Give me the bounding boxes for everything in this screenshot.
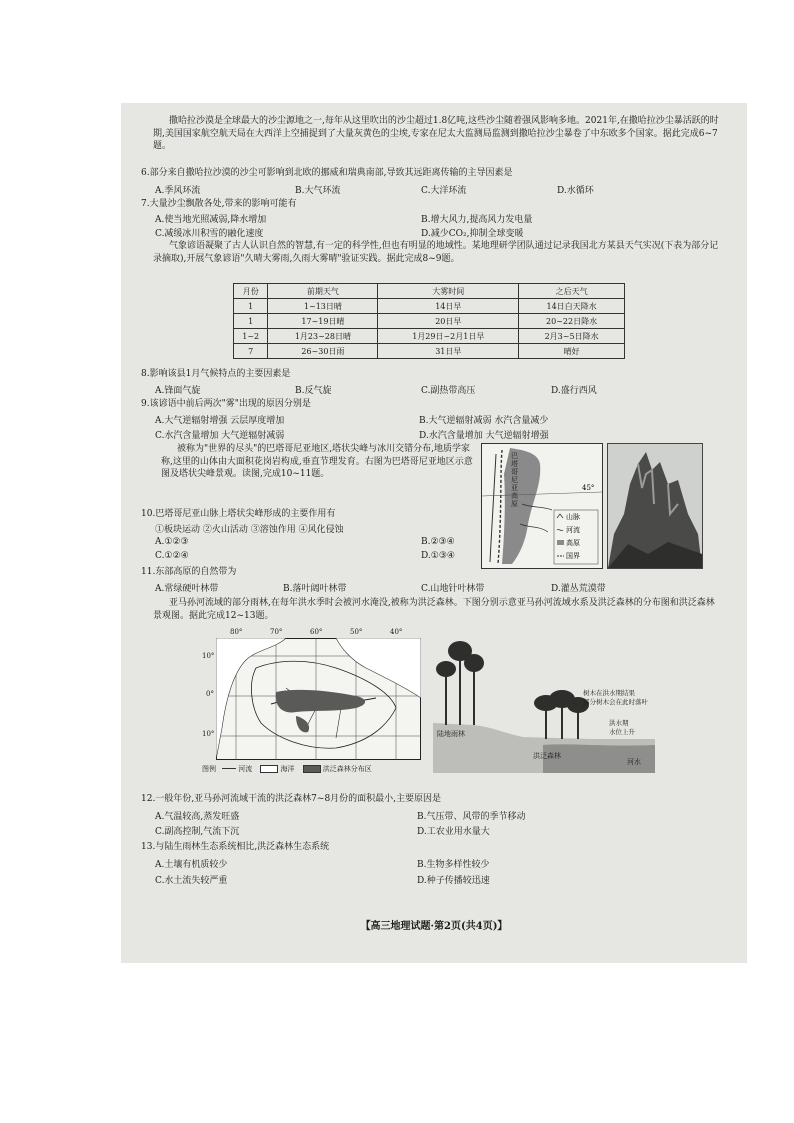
plateau-region-label: 巴塔哥尼亚高原 bbox=[511, 452, 518, 508]
q13-option-c: C.水土流失较严重 bbox=[155, 876, 228, 886]
intro-passage-3: 被称为"世界的尽头"的巴塔哥尼亚地区,塔状尖峰与冰川交错分布,地质学家称,这里的山体由大面积花岗岩构成,垂直节理发育。右图为巴塔哥尼亚地区示意图及塔状尖峰景观。读图,完成10~11题。 bbox=[161, 444, 473, 479]
plateau-area bbox=[502, 448, 540, 564]
table-cell: 晴好 bbox=[519, 344, 625, 359]
tower-peak-photo bbox=[607, 443, 703, 569]
amazon-map-svg bbox=[216, 638, 421, 760]
q7-option-c: C.减缓冰川积雪的融化速度 bbox=[155, 229, 264, 239]
lat-label: 0° bbox=[206, 690, 214, 698]
lat-label: 10° bbox=[202, 652, 215, 660]
table-cell: 1 bbox=[234, 314, 268, 329]
intro-passage-4: 亚马孙河流域的部分雨林,在每年洪水季时会被河水淹没,被称为洪泛森林。下图分别示意亚马孙河流域水系及洪泛森林的分布图和洪泛森林景观图。据此完成12~13题。 bbox=[153, 598, 715, 621]
rainforest-label: 陆地雨林 bbox=[437, 730, 465, 738]
table-cell: 26~30日雨 bbox=[268, 344, 378, 359]
q9-stem: 9.该谚语中前后两次"雾"出现的原因分别是 bbox=[141, 399, 311, 409]
table-cell: 7 bbox=[234, 344, 268, 359]
table-header-cell: 之后天气 bbox=[519, 284, 625, 299]
patagonia-map bbox=[481, 443, 603, 569]
page-footer: 【高三地理试题·第2页(共4页)】 bbox=[360, 921, 508, 932]
ocean-legend-icon bbox=[260, 765, 278, 773]
table-cell: 1 bbox=[234, 299, 268, 314]
q7-option-d: D.减少CO₂,抑制全球变暖 bbox=[421, 229, 524, 239]
table-header-cell: 大雾时间 bbox=[378, 284, 519, 299]
flooded-forest-label: 洪泛森林 bbox=[533, 752, 561, 760]
table-row bbox=[234, 314, 625, 329]
q13-option-d: D.种子传播较迅速 bbox=[417, 876, 490, 886]
tower-peak-illustration bbox=[608, 444, 702, 568]
lon-label: 40° bbox=[390, 628, 403, 636]
lon-label: 80° bbox=[230, 628, 243, 636]
q6-option-a: A.季风环流 bbox=[155, 186, 201, 196]
legend-title: 图例 bbox=[202, 765, 216, 773]
table-cell: 20日早 bbox=[378, 314, 519, 329]
q9-option-b: B.大气逆辐射减弱 水汽含量减少 bbox=[419, 416, 549, 426]
tree-note-label: 树木在洪水期结果 部分树木会在此时落叶 bbox=[583, 689, 648, 706]
q8-option-c: C.副热带高压 bbox=[421, 386, 476, 396]
q12-stem: 12.一般年份,亚马孙河流域干流的洪泛森林7~8月份的面积最小,主要原因是 bbox=[141, 794, 442, 804]
q9-option-c: C.水汽含量增加 大气逆辐射减弱 bbox=[155, 431, 285, 441]
legend-mountain-label: 山脉 bbox=[566, 513, 580, 521]
intro-passage-1: 撒哈拉沙漠是全球最大的沙尘源地之一,每年从这里吹出的沙尘超过1.8亿吨,这些沙尘随着强风影响多地。2021年,在撒哈拉沙尘暴活跃的时期,美国国家航空航天局在大西洋上空捕捉到了大量灰黄色的尘埃,专家在尼太大监测局监测到撒哈拉沙尘暴卷了中东欧多个国家。据此完成6~7题。 bbox=[153, 116, 719, 151]
lon-label: 50° bbox=[350, 628, 363, 636]
latitude-line bbox=[482, 492, 602, 496]
border-line bbox=[498, 450, 502, 564]
q8-stem: 8.影响该县1月气候特点的主要因素是 bbox=[141, 369, 291, 379]
map-legend bbox=[202, 764, 372, 774]
legend-river-label: 河流 bbox=[566, 526, 580, 534]
table-row bbox=[234, 344, 625, 359]
table-header-row bbox=[234, 284, 625, 299]
q10-stem: 10.巴塔哥尼亚山脉上塔状尖峰形成的主要作用有 bbox=[141, 509, 336, 519]
q7-stem: 7.大量沙尘飘散各处,带来的影响可能有 bbox=[141, 199, 297, 209]
plateau-icon bbox=[557, 540, 564, 545]
table-header-cell: 月份 bbox=[234, 284, 268, 299]
q13-option-b: B.生物多样性较少 bbox=[417, 860, 490, 870]
q13-stem: 13.与陆生雨林生态系统相比,洪泛森林生态系统 bbox=[141, 842, 330, 852]
lon-label: 70° bbox=[270, 628, 283, 636]
flood-level-label: 洪水期 水位上升 bbox=[609, 719, 635, 736]
weather-record-table bbox=[233, 283, 625, 359]
q12-option-d: D.工农业用水量大 bbox=[417, 827, 490, 837]
forest-legend-icon bbox=[303, 765, 321, 773]
q12-option-b: B.气压带、风带的季节移动 bbox=[417, 812, 526, 822]
table-row bbox=[234, 329, 625, 344]
table-cell: 17~19日晴 bbox=[268, 314, 378, 329]
q11-option-a: A.常绿硬叶林带 bbox=[155, 584, 219, 594]
q6-stem: 6.部分来自撒哈拉沙漠的沙尘可影响到北欧的挪威和瑞典南部,导致其远距离传输的主导因素是 bbox=[141, 168, 513, 178]
table-cell: 1月23~28日晴 bbox=[268, 329, 378, 344]
q11-stem: 11.东部高原的自然带为 bbox=[141, 567, 237, 577]
legend-ocean-label: 海洋 bbox=[280, 765, 295, 773]
amazon-basin-map bbox=[202, 628, 426, 773]
q6-option-c: C.大洋环流 bbox=[421, 186, 467, 196]
flooded-forest-diagram bbox=[433, 633, 655, 773]
q9-option-d: D.水汽含量增加 大气逆辐射增强 bbox=[419, 431, 549, 441]
q7-option-a: A.使当地光照减弱,降水增加 bbox=[155, 215, 267, 225]
q12-option-c: C.副高控制,气流下沉 bbox=[155, 827, 240, 837]
exam-page bbox=[121, 103, 747, 963]
q8-option-a: A.锋面气旋 bbox=[155, 386, 201, 396]
q6-option-d: D.水循环 bbox=[557, 186, 594, 196]
table-cell: 20~22日降水 bbox=[519, 314, 625, 329]
table-row bbox=[234, 299, 625, 314]
q8-option-d: D.盛行西风 bbox=[551, 386, 597, 396]
intro-passage-2: 气象谚语凝聚了古人认识自然的智慧,有一定的科学性,但也有明显的地域性。某地理研学团队通过记录我国北方某县天气实况(下表为部分记录摘取),开展气象谚语"久晴大雾雨,久雨大雾晴"验证实践。据此完成8~9题。 bbox=[153, 241, 719, 264]
q12-option-a: A.气温较高,蒸发旺盛 bbox=[155, 812, 240, 822]
lat-label: 10° bbox=[202, 730, 215, 738]
q10-option-b: B.②③④ bbox=[421, 537, 455, 547]
table-cell: 14日白天降水 bbox=[519, 299, 625, 314]
q9-option-a: A.大气逆辐射增强 云层厚度增加 bbox=[155, 416, 285, 426]
q11-option-d: D.灌丛荒漠带 bbox=[551, 584, 606, 594]
river-legend-icon bbox=[222, 768, 236, 769]
patagonia-map-svg bbox=[482, 444, 602, 568]
table-cell: 31日早 bbox=[378, 344, 519, 359]
q6-option-b: B.大气环流 bbox=[295, 186, 341, 196]
q7-option-b: B.增大风力,提高风力发电量 bbox=[421, 215, 533, 225]
table-header-cell: 前期天气 bbox=[268, 284, 378, 299]
legend-forest-label: 洪泛森林分布区 bbox=[322, 765, 372, 773]
q10-option-d: D.①③④ bbox=[421, 551, 455, 561]
river-water-label: 河水 bbox=[627, 758, 641, 766]
q11-option-b: B.落叶阔叶林带 bbox=[283, 584, 347, 594]
table-cell: 1~2 bbox=[234, 329, 268, 344]
table-cell: 1~13日晴 bbox=[268, 299, 378, 314]
latitude-label: 45° bbox=[582, 484, 595, 492]
table-cell: 14日早 bbox=[378, 299, 519, 314]
q10-option-c: C.①②④ bbox=[155, 551, 189, 561]
q13-option-a: A.土壤有机质较少 bbox=[155, 860, 228, 870]
q10-option-a: A.①②③ bbox=[155, 537, 189, 547]
q8-option-b: B.反气旋 bbox=[295, 386, 332, 396]
q10-items: ①板块运动 ②火山活动 ③溶蚀作用 ④风化侵蚀 bbox=[155, 525, 344, 535]
legend-plateau-label: 高原 bbox=[566, 539, 580, 547]
table-cell: 1月29日~2月1日早 bbox=[378, 329, 519, 344]
legend-border-label: 国界 bbox=[566, 552, 580, 560]
legend-river-label: 河流 bbox=[238, 765, 253, 773]
table-cell: 2月3~5日降水 bbox=[519, 329, 625, 344]
lon-label: 60° bbox=[310, 628, 323, 636]
mountain-line bbox=[490, 454, 496, 562]
q11-option-c: C.山地针叶林带 bbox=[421, 584, 485, 594]
